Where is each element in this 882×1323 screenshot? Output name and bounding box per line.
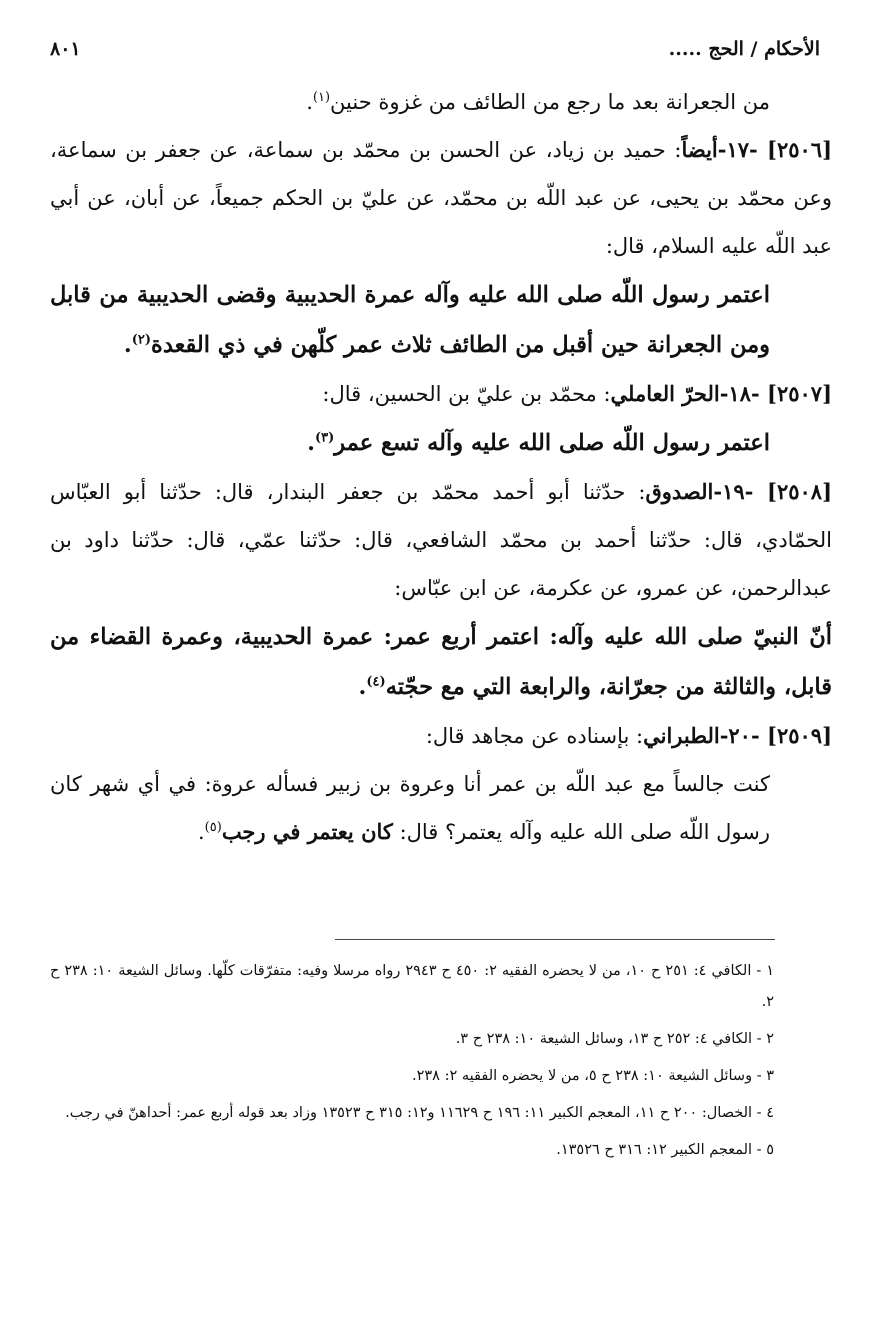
hadith-2509 xyxy=(50,712,832,760)
hadith-source: أيضاً xyxy=(681,137,718,162)
main-text xyxy=(50,78,832,856)
footnote-ref-1: (١) xyxy=(312,90,331,105)
hadith-source: الطبراني xyxy=(643,723,720,748)
footnote-ref-3: (٣) xyxy=(314,430,335,446)
hadith-source: الحرّ العاملي xyxy=(610,381,720,406)
hadith-source: الصدوق xyxy=(645,479,714,504)
hadith-chain: : محمّد بن عليّ بن الحسين، قال: xyxy=(322,382,611,406)
page-number: ٨٠١ xyxy=(50,38,81,60)
hadith-quote: اعتمر رسول اللّه صلى الله عليه وآله عمرة الحديبية وقضى الحديبية من قابل ومن الجعرانة حين أقبل من الطائف ثلاث عمر كلّهن في ذي القعدة xyxy=(50,282,770,358)
hadith-answer: كان يعتمر في رجب xyxy=(221,819,393,844)
running-title: الأحكام / الحج ..... xyxy=(668,38,820,60)
hadith-number: [٢٥٠٨] -١٩- xyxy=(713,479,832,504)
hadith-2506 xyxy=(50,126,832,270)
paragraph-continuation: من الجعرانة بعد ما رجع من الطائف من غزوة حنين$^{(١)}$. xyxy=(306,90,770,114)
footnote-4: ٤ - الخصال: ٢٠٠ ح ١١، المعجم الكبير ١١: ١٩٦ ح ١١٦٢٩ و١٢: ٣١٥ ح ١٣٥٢٣ وزاد بعد قوله أربع عمر: أحداهنّ في رجب. xyxy=(65,1105,774,1121)
hadith-chain: : بإسناده عن مجاهد قال: xyxy=(425,724,644,748)
footnote-divider xyxy=(335,939,775,940)
hadith-chain: : حدّثنا أبو أحمد محمّد بن جعفر البندار، قال: حدّثنا أبو العبّاس الحمّادي، قال: حدّثنا أحمد بن محمّد الشافعي، قال: حدّثنا عمّي، قال: حدّثنا داود بن عبدالرحمن، عن عمرو، عن عكرمة، عن ابن عبّاس: xyxy=(50,480,832,600)
continuation-text: من الجعرانة بعد ما رجع من الطائف من غزوة حنين xyxy=(330,90,770,114)
hadith-2508 xyxy=(50,468,832,612)
page-header xyxy=(50,34,820,64)
hadith-2506-quote: اعتمر رسول اللّه صلى الله عليه وآله عمرة الحديبية وقضى الحديبية من قابل ومن الجعرانة حين أقبل من الطائف ثلاث عمر كلّهن في ذي القعدة$^{(٢)}$. xyxy=(50,282,770,358)
footnote-3: ٣ - وسائل الشيعة ١٠: ٢٣٨ ح ٥، من لا يحضره الفقيه ٢: ٢٣٨. xyxy=(412,1068,774,1084)
hadith-number: [٢٥٠٩] -٢٠- xyxy=(719,723,832,748)
hadith-2508-quote: أنّ النبيّ صلى الله عليه وآله: اعتمر أربع عمر: عمرة الحديبية، وعمرة القضاء من قابل، والثالثة من جعرّانة، والرابعة التي مع حجّته$^{(٤)}$. xyxy=(50,624,832,700)
footnote-ref-4: (٤) xyxy=(366,674,386,690)
hadith-number: [٢٥٠٧] -١٨- xyxy=(719,381,832,406)
hadith-2509-text: كنت جالساً مع عبد اللّه بن عمر أنا وعروة بن زبير فسأله عروة: في أي شهر كان رسول اللّه صلى الله عليه وآله يعتمر؟ قال: كان يعتمر في رجب$^{(٥)}$. xyxy=(50,772,770,844)
hadith-2507 xyxy=(50,370,832,418)
hadith-quote: اعتمر رسول اللّه صلى الله عليه وآله تسع عمر xyxy=(334,430,770,456)
hadith-number: [٢٥٠٦] -١٧- xyxy=(717,137,832,162)
hadith-narration: كنت جالساً مع عبد اللّه بن عمر أنا وعروة بن زبير فسأله عروة: في أي شهر كان رسول اللّه صلى الله عليه وآله يعتمر؟ قال: xyxy=(50,772,770,844)
footnote-ref-5: (٥) xyxy=(204,820,222,835)
footnotes xyxy=(50,956,774,1172)
footnote-5: ٥ - المعجم الكبير ١٢: ٣١٦ ح ١٣٥٢٦. xyxy=(556,1142,774,1158)
hadith-2507-quote: اعتمر رسول اللّه صلى الله عليه وآله تسع عمر$^{(٣)}$. xyxy=(307,430,770,456)
footnote-2: ٢ - الكافي ٤: ٢٥٢ ح ١٣، وسائل الشيعة ١٠: ٢٣٨ ح ٣. xyxy=(455,1031,774,1047)
hadith-chain: : حميد بن زياد، عن الحسن بن محمّد بن سماعة، عن جعفر بن سماعة، وعن محمّد بن يحيى، عن عبد اللّه بن محمّد، عن عليّ بن الحكم جميعاً، عن أبان، عن أبي عبد اللّه عليه السلام، قال: xyxy=(50,138,832,258)
footnote-ref-2: (٢) xyxy=(131,332,152,348)
hadith-quote: أنّ النبيّ صلى الله عليه وآله: اعتمر أربع عمر: عمرة الحديبية، وعمرة القضاء من قابل، والثالثة من جعرّانة، والرابعة التي مع حجّته xyxy=(50,624,832,700)
footnote-1: ١ - الكافي ٤: ٢٥١ ح ١٠، من لا يحضره الفقيه ٢: ٤٥٠ ح ٢٩٤٣ رواه مرسلا وفيه: متفرّقات كلّها. وسائل الشيعة ١٠: ٢٣٨ ح ٢. xyxy=(50,963,775,1010)
